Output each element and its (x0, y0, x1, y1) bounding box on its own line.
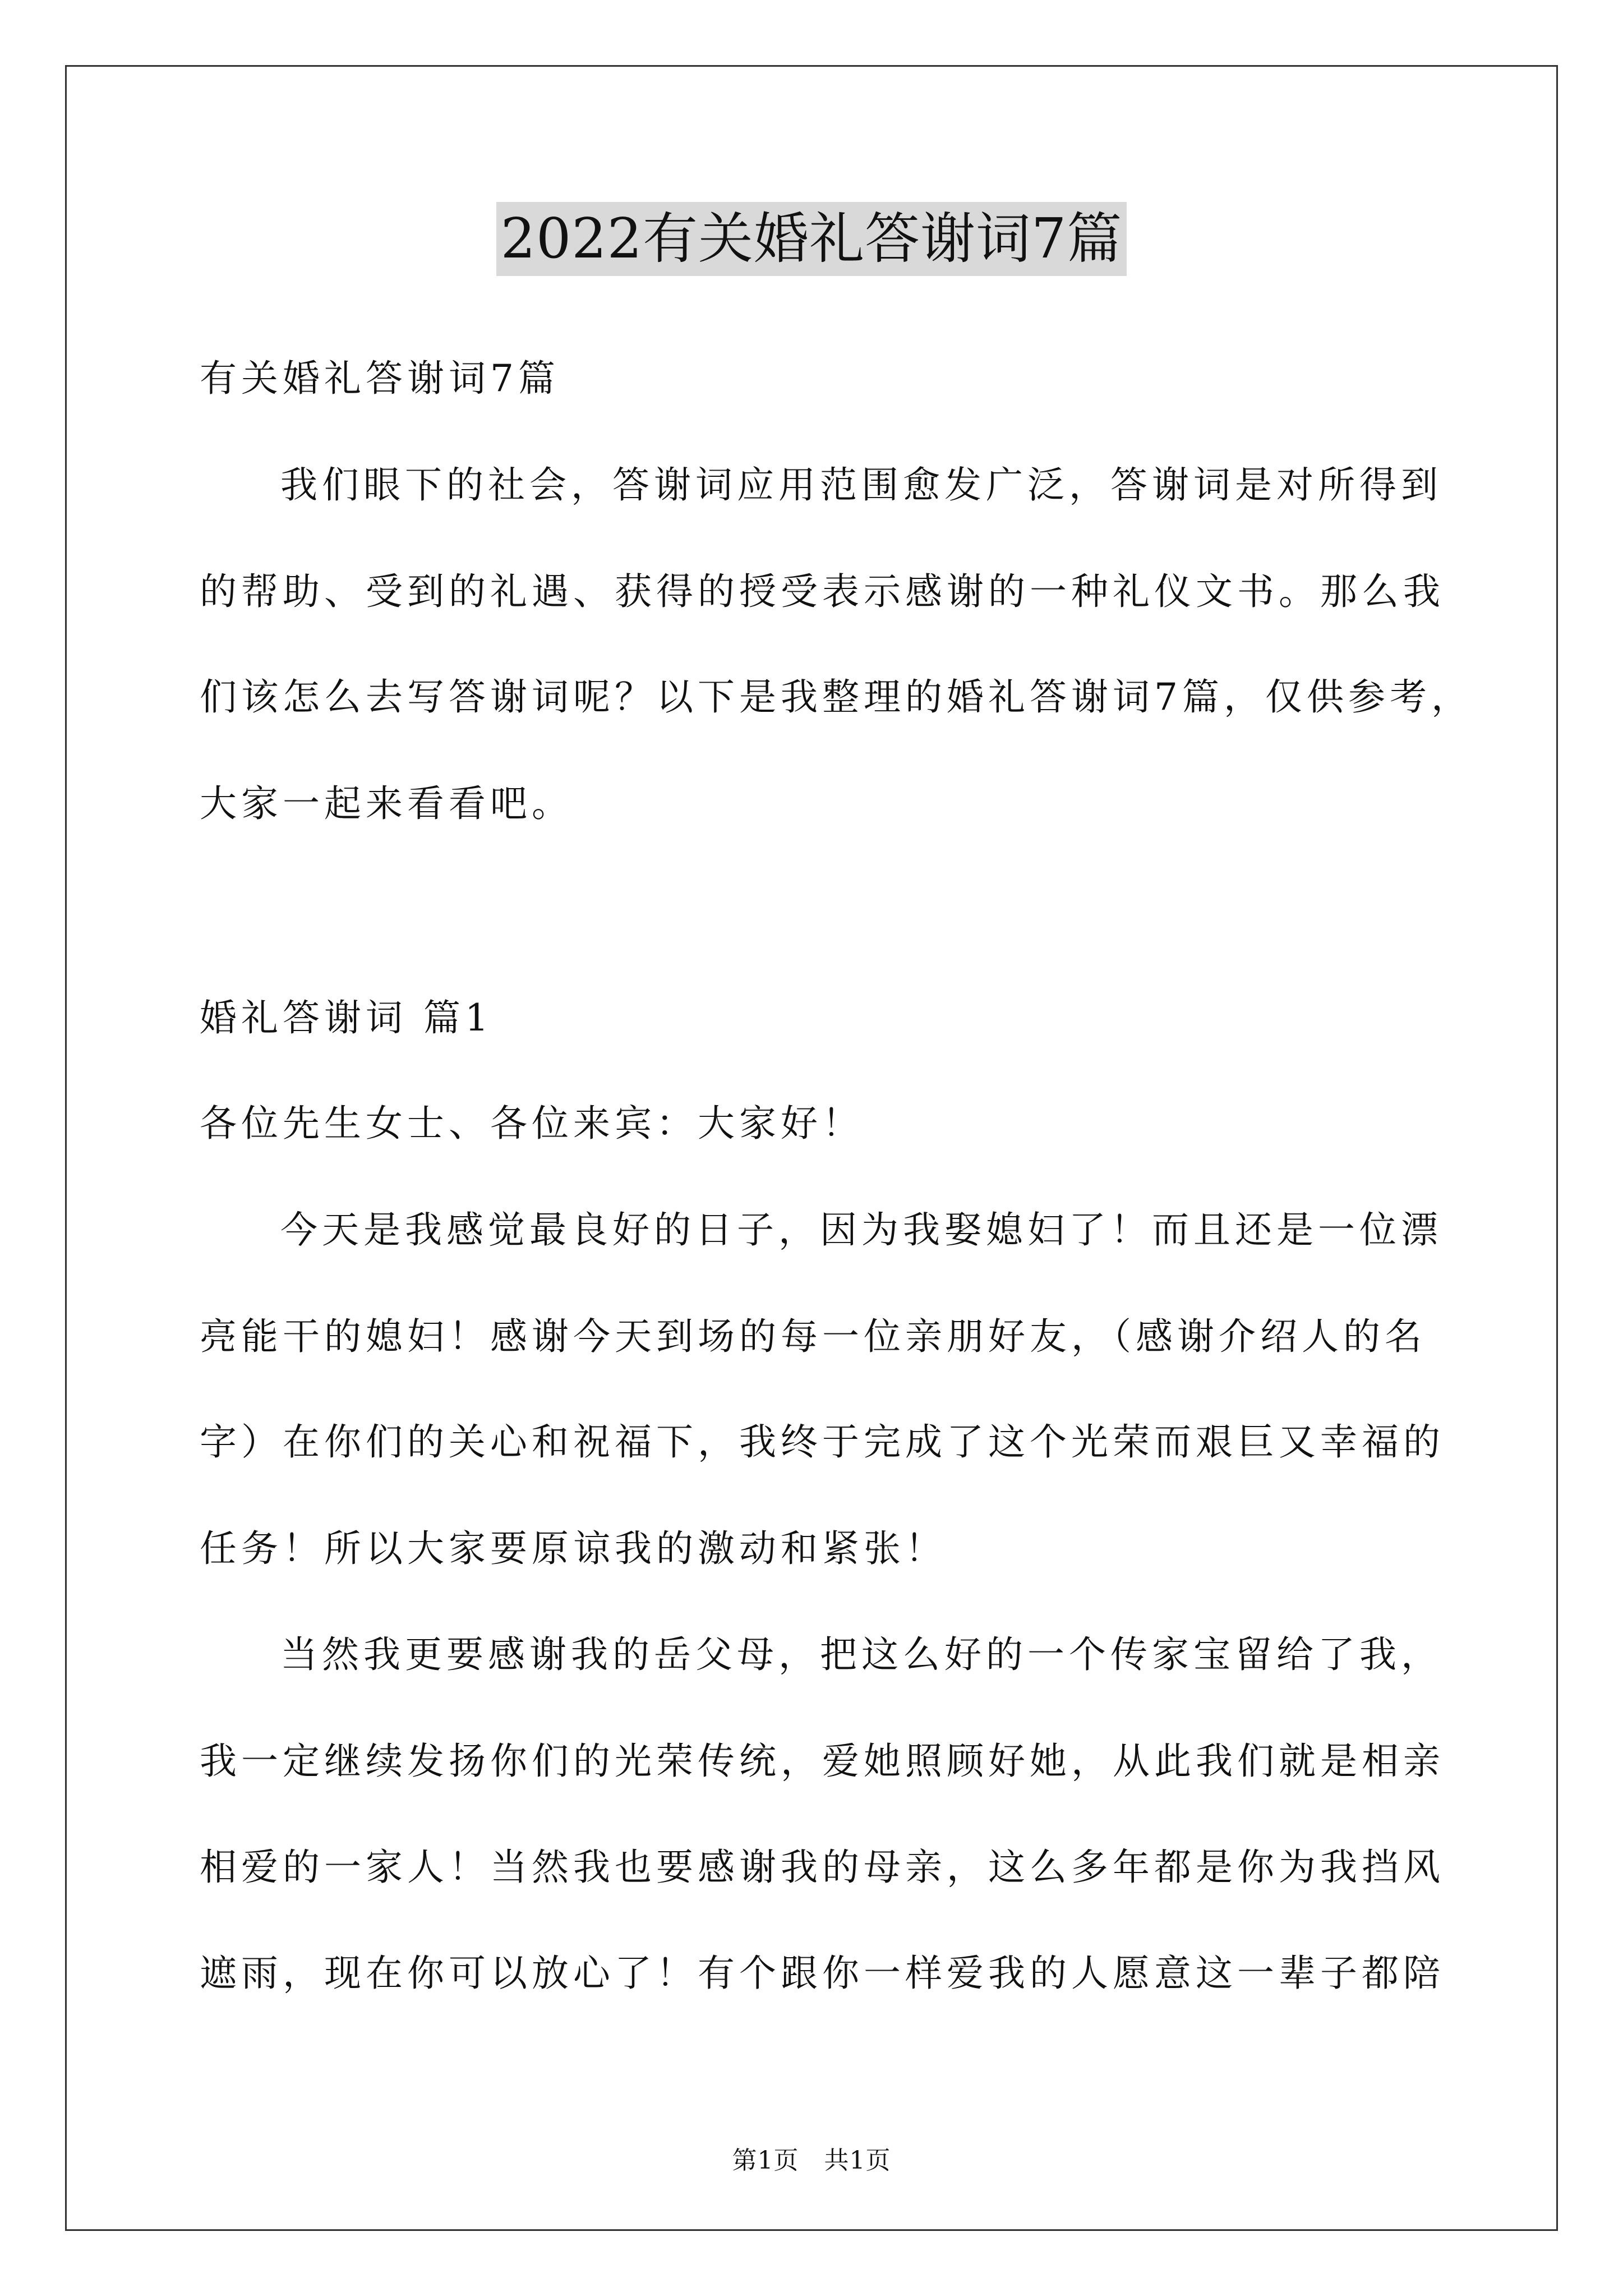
paragraph-line: 任务！所以大家要原谅我的激动和紧张！ (200, 1527, 947, 1570)
paragraph-line: 们该怎么去写答谢词呢？以下是我整理的婚礼答谢词7篇，仅供参考， (200, 675, 1473, 719)
document-title: 2022有关婚礼答谢词7篇 (496, 202, 1127, 276)
paragraph-line: 遮雨，现在你可以放心了！有个跟你一样爱我的人愿意这一辈子都陪 (200, 1952, 1445, 1995)
paragraph-line: 我一定继续发扬你们的光荣传统，爱她照顾好她，从此我们就是相亲 (200, 1740, 1445, 1783)
section-heading: 婚礼答谢词 篇1 (200, 996, 493, 1039)
paragraph-line: 的帮助、受到的礼遇、获得的授受表示感谢的一种礼仪文书。那么我 (200, 570, 1445, 613)
salutation-line: 各位先生女士、各位来宾：大家好！ (200, 1102, 864, 1145)
paragraph-line: 我们眼下的社会，答谢词应用范围愈发广泛，答谢词是对所得到 (280, 463, 1442, 507)
paragraph-line: 亮能干的媳妇！感谢今天到场的每一位亲朋好友，（感谢介绍人的名 (200, 1315, 1426, 1358)
paragraph-line: 今天是我感觉最良好的日子，因为我娶媳妇了！而且还是一位漂 (280, 1208, 1442, 1251)
subtitle-line: 有关婚礼答谢词7篇 (200, 357, 560, 400)
paragraph-line: 当然我更要感谢我的岳父母，把这么好的一个传家宝留给了我， (280, 1633, 1442, 1676)
page-footer: 第1页 共1页 (732, 2146, 891, 2175)
title-container (0, 202, 1623, 276)
paragraph-line: 大家一起来看看吧。 (200, 782, 573, 825)
paragraph-line: 字）在你们的关心和祝福下，我终于完成了这个光荣而艰巨又幸福的 (200, 1420, 1445, 1464)
paragraph-line: 相爱的一家人！当然我也要感谢我的母亲，这么多年都是你为我挡风 (200, 1846, 1445, 1889)
